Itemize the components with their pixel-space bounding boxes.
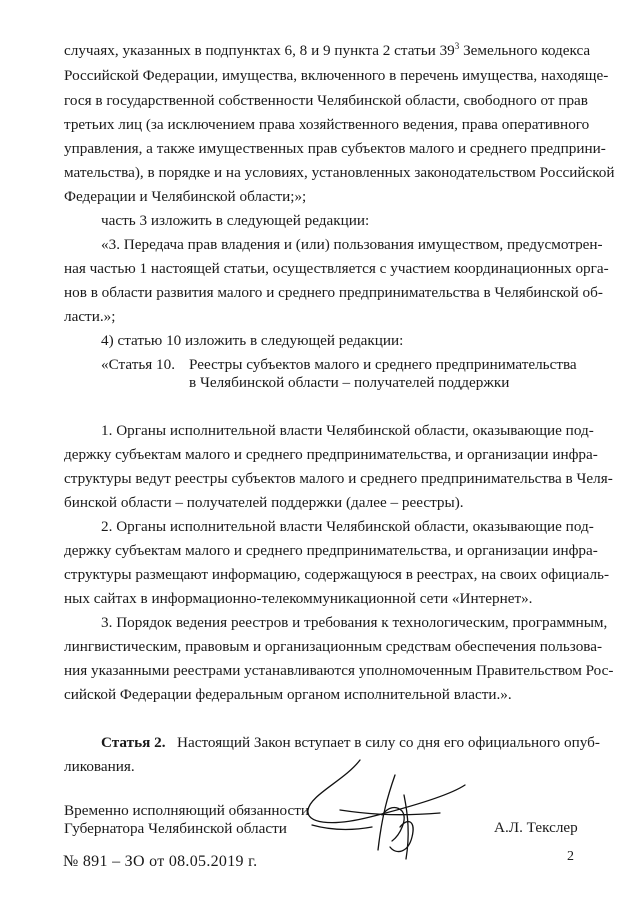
paragraph-line: Настоящий Закон вступает в силу со дня его официального опуб- xyxy=(177,734,600,751)
signatory-name: А.Л. Текслер xyxy=(494,819,578,836)
paragraph-line xyxy=(64,41,591,61)
paragraph-line: ния указанными реестрами устанавливаются уполномоченным Правительством Рос- xyxy=(64,662,614,679)
instruction-text: 4) статью 10 изложить в следующей редакции: xyxy=(101,332,404,349)
paragraph-line: гося в государственной собственности Челябинской области, свободного от прав xyxy=(64,92,588,109)
page-number: 2 xyxy=(567,849,574,864)
paragraph-line: третьих лиц (за исключением права хозяйственного ведения, права оперативного xyxy=(64,116,590,133)
article-label: Статья 2. xyxy=(101,734,166,751)
paragraph-line: ласти.»; xyxy=(64,308,116,325)
paragraph-line: ных сайтах в информационно-телекоммуникационной сети «Интернет». xyxy=(64,590,533,607)
paragraph-line: нов в области развития малого и среднего предпринимательства в Челябинской об- xyxy=(64,284,603,301)
paragraph-line: лингвистическим, правовым и организационным средствам обеспечения пользова- xyxy=(64,638,603,655)
signatory-position: Временно исполняющий обязанности xyxy=(64,802,310,819)
paragraph-line: управления, а также имущественных прав субъектов малого и среднего предприни- xyxy=(64,140,606,157)
handwritten-signature xyxy=(300,755,470,865)
paragraph-line: структуры размещают информацию, содержащуюся в реестрах, на своих официаль- xyxy=(64,566,610,583)
paragraph-text: случаях, указанных в подпунктах 6, 8 и 9 пункта 2 статьи 39 xyxy=(64,42,455,59)
paragraph-line: Российской Федерации, имущества, включенного в перечень имущества, находяще- xyxy=(64,67,609,84)
paragraph-text: Земельного кодекса xyxy=(459,42,591,59)
paragraph-line: сийской Федерации федеральным органом исполнительной власти.». xyxy=(64,686,512,703)
paragraph-line: держку субъектам малого и среднего предпринимательства, и организации инфра- xyxy=(64,446,598,463)
paragraph-line: «3. Передача прав владения и (или) пользования имуществом, предусмотрен- xyxy=(101,236,603,253)
superscript: 3 xyxy=(454,41,460,51)
paragraph-line: ная частью 1 настоящей статьи, осуществляется с участием координационных орга- xyxy=(64,260,609,277)
paragraph-line: держку субъектам малого и среднего предпринимательства, и организации инфра- xyxy=(64,542,598,559)
article-title: в Челябинской области – получателей поддержки xyxy=(189,374,510,391)
paragraph-line: 3. Порядок ведения реестров и требования к технологическим, программным, xyxy=(101,614,608,631)
document-number: № 891 – ЗО от 08.05.2019 г. xyxy=(63,853,258,870)
paragraph-line: структуры ведут реестры субъектов малого и среднего предпринимательства в Челя- xyxy=(64,470,613,487)
paragraph-line: 1. Органы исполнительной власти Челябинской области, оказывающие под- xyxy=(101,422,594,439)
paragraph-line: Федерации и Челябинской области;»; xyxy=(64,188,307,205)
paragraph-line: бинской области – получателей поддержки (далее – реестры). xyxy=(64,494,464,511)
article-label: «Статья 10. xyxy=(101,356,176,373)
article-title: Реестры субъектов малого и среднего предпринимательства xyxy=(189,356,577,373)
paragraph-line: ликования. xyxy=(64,758,135,775)
signatory-position: Губернатора Челябинской области xyxy=(64,820,287,837)
paragraph-line: мательства), в порядке и на условиях, установленных законодательством Российской xyxy=(64,164,615,181)
instruction-text: часть 3 изложить в следующей редакции: xyxy=(101,212,370,229)
paragraph-line: 2. Органы исполнительной власти Челябинской области, оказывающие под- xyxy=(101,518,594,535)
